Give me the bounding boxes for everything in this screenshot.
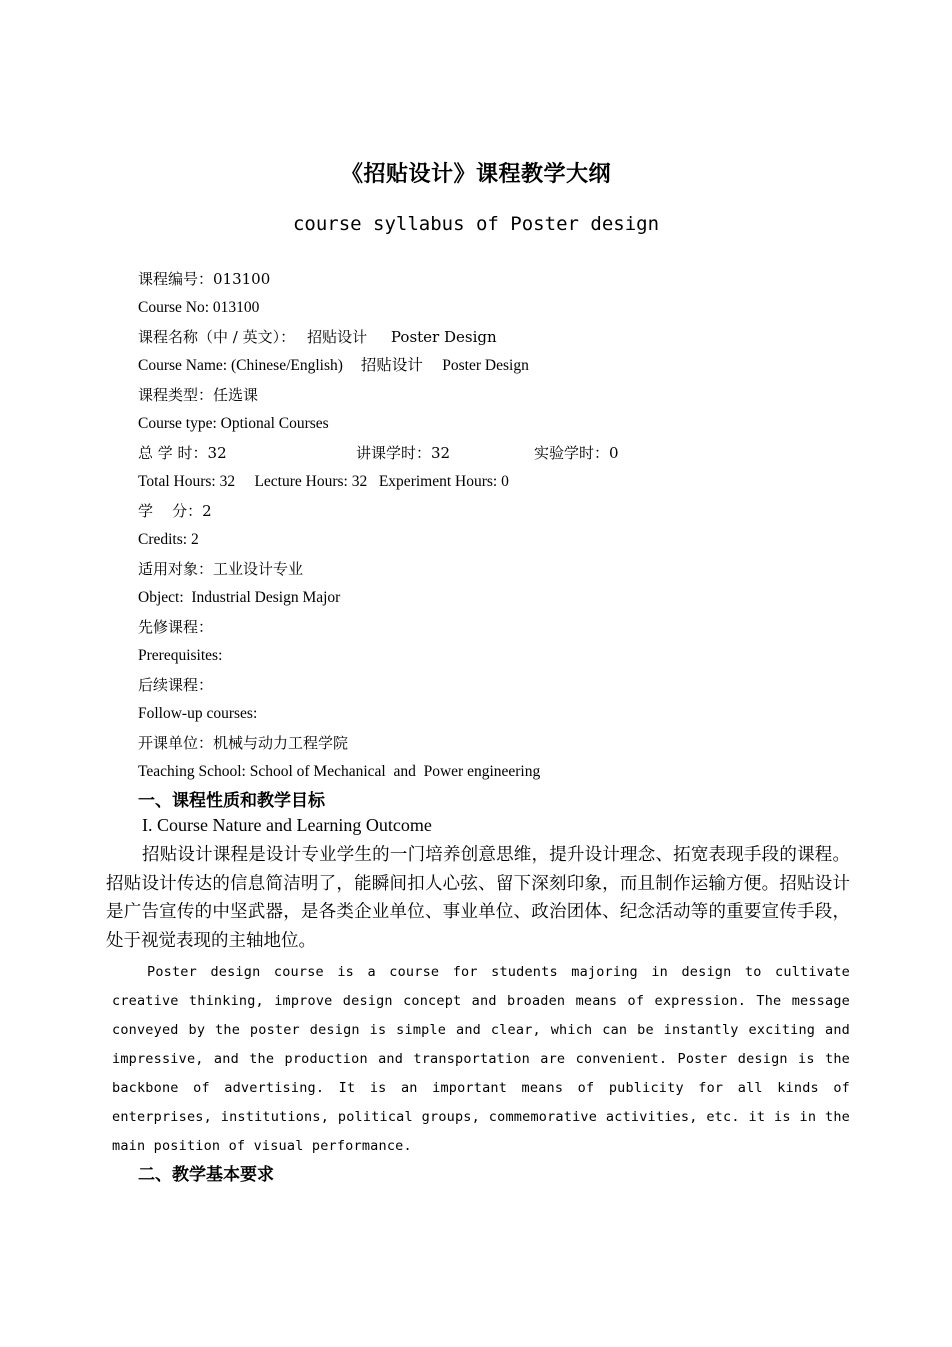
- course-info-block: [138, 268, 878, 790]
- course-no-cn: 课程编号：013100: [138, 270, 271, 288]
- section-1-heading-en: I. Course Nature and Learning Outcome: [142, 815, 432, 835]
- section-1-paragraph-cn: 招贴设计课程是设计专业学生的一门培养创意思维，提升设计理念、拓宽表现手段的课程。招贴设计传达的信息简洁明了，能瞬间扣人心弦、留下深刻印象，而且制作运输方便。招贴设计是广告宣传的中坚武器，是各类企业单位、事业单位、政治团体、纪念活动等的重要宣传手段，处于视觉表现的主轴地位。: [106, 845, 850, 951]
- course-type-cn: 课程类型：任选课: [138, 386, 259, 404]
- course-name-en-label: Course Name: (Chinese/English): [138, 357, 343, 374]
- credits-en: Credits: 2: [138, 531, 199, 548]
- object-cn: 适用对象：工业设计专业: [138, 560, 304, 578]
- lecture-hours-cn: 讲课学时：32: [356, 444, 451, 462]
- course-name-cn: [138, 326, 878, 355]
- follow-up-courses-en: Follow-up courses:: [138, 705, 258, 722]
- object-en: Object: Industrial Design Major: [138, 589, 341, 606]
- course-type-en: Course type: Optional Courses: [138, 415, 329, 432]
- document-title-cn: 《招贴设计》课程教学大纲: [340, 162, 611, 187]
- course-name-en-value: 招贴设计 Poster Design: [360, 357, 529, 374]
- experiment-hours-cn: 实验学时：0: [534, 444, 619, 462]
- prerequisites-en: Prerequisites:: [138, 647, 223, 664]
- hours-cn: [138, 442, 878, 471]
- course-name-cn-label: 课程名称（中 / 英文）：: [138, 328, 296, 346]
- prerequisites-cn: 先修课程：: [138, 618, 214, 636]
- follow-up-courses-cn: 后续课程：: [138, 676, 214, 694]
- teaching-school-en: Teaching School: School of Mechanical and Power engineering: [138, 763, 541, 780]
- course-name-en: [138, 355, 878, 384]
- document-title-en: course syllabus of Poster design: [292, 213, 660, 235]
- credits-cn: 学 分：2: [138, 502, 212, 520]
- teaching-school-cn: 开课单位：机械与动力工程学院: [138, 734, 349, 752]
- section-1-heading-cn: 一、课程性质和教学目标: [138, 791, 325, 811]
- hours-en: Total Hours: 32 Lecture Hours: 32 Experiment Hours: 0: [138, 473, 509, 490]
- section-1-paragraph-en: Poster design course is a course for students majoring in design to cultivate creative thinking, improve design concept and broaden means of expression. The message conveyed by the poster design is simple and clear, which can be instantly exciting and impressive, and the production and transportation are convenient. Poster design is the backbone of advertising. It is an important means of publicity for all kinds of enterprises, institutions, political groups, commemorative activities, etc. it is in the main position of visual performance.: [112, 964, 850, 1154]
- section-2-heading-cn: 二、教学基本要求: [138, 1165, 274, 1185]
- course-no-en: Course No: 013100: [138, 299, 260, 316]
- total-hours-cn: 总 学 时：32: [138, 444, 227, 462]
- course-name-cn-value: 招贴设计 Poster Design: [307, 328, 497, 346]
